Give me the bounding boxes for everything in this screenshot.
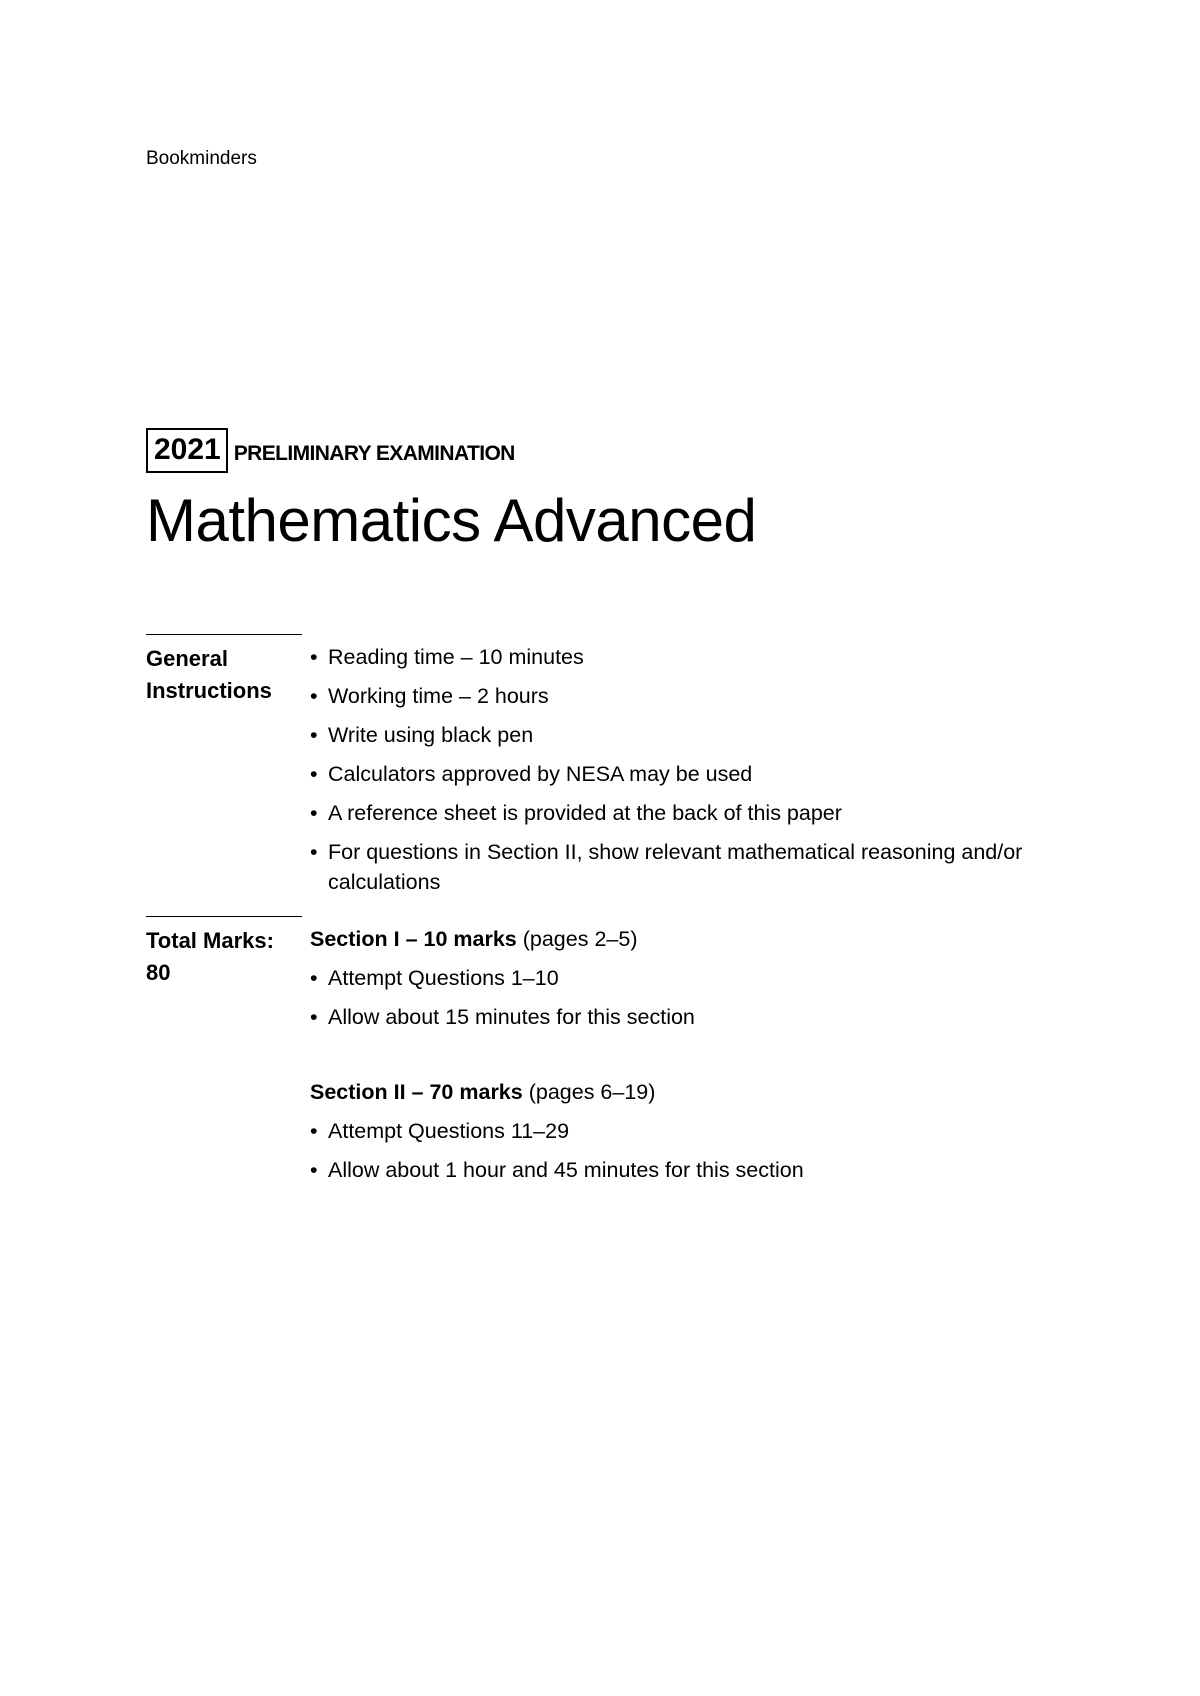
list-item: [310, 642, 1046, 672]
instruction-text: For questions in Section II, show relevant mathematical reasoning and/or calculations: [328, 840, 1023, 894]
bullet-icon: •: [310, 1158, 318, 1182]
list-item: [310, 1155, 1046, 1185]
publisher-label: Bookminders: [146, 148, 257, 169]
bullet-icon: •: [310, 1005, 318, 1029]
bullet-icon: •: [310, 1119, 318, 1143]
sections-list: [302, 916, 1046, 1194]
section-spacer: [310, 1041, 1046, 1077]
section-instruction: Attempt Questions 11–29: [328, 1119, 570, 1143]
instruction-text: Reading time – 10 minutes: [328, 645, 584, 669]
exam-heading: [146, 428, 515, 473]
list-item: [310, 759, 1046, 789]
instruction-text: Working time – 2 hours: [328, 684, 549, 708]
bullet-icon: •: [310, 723, 318, 747]
instruction-text: Write using black pen: [328, 723, 534, 747]
instruction-text: A reference sheet is provided at the back of this paper: [328, 801, 842, 825]
section-instruction: Allow about 15 minutes for this section: [328, 1005, 695, 1029]
list-item: [310, 837, 1046, 897]
subject-title: Mathematics Advanced: [146, 487, 757, 554]
list-item: [310, 681, 1046, 711]
bullet-icon: •: [310, 801, 318, 825]
general-instructions-list: [302, 634, 1046, 906]
general-instructions-row: [146, 634, 1046, 906]
list-item: [310, 798, 1046, 828]
exam-type: PRELIMINARY EXAMINATION: [233, 441, 515, 465]
bullet-icon: •: [310, 645, 318, 669]
bullet-icon: •: [310, 966, 318, 990]
total-marks-label: Total Marks: 80: [146, 916, 302, 1194]
section-instruction: Allow about 1 hour and 45 minutes for this section: [328, 1158, 804, 1182]
section-title: Section II – 70 marks: [310, 1080, 523, 1104]
bullet-icon: •: [310, 840, 318, 864]
section-2-heading: [310, 1077, 1046, 1107]
list-item: [310, 1116, 1046, 1146]
list-item: [310, 963, 1046, 993]
bullet-icon: •: [310, 684, 318, 708]
list-item: [310, 720, 1046, 750]
section-1-heading: [310, 924, 1046, 954]
section-title: Section I – 10 marks: [310, 927, 517, 951]
total-marks-row: [146, 916, 1046, 1194]
section-pages: (pages 6–19): [528, 1080, 656, 1104]
section-instruction: Attempt Questions 1–10: [328, 966, 559, 990]
general-instructions-label: General Instructions: [146, 634, 302, 906]
bullet-icon: •: [310, 762, 318, 786]
list-item: [310, 1002, 1046, 1032]
instructions-block: [146, 634, 1046, 1194]
exam-year-box: 2021: [146, 428, 228, 473]
section-pages: (pages 2–5): [522, 927, 638, 951]
instruction-text: Calculators approved by NESA may be used: [328, 762, 753, 786]
